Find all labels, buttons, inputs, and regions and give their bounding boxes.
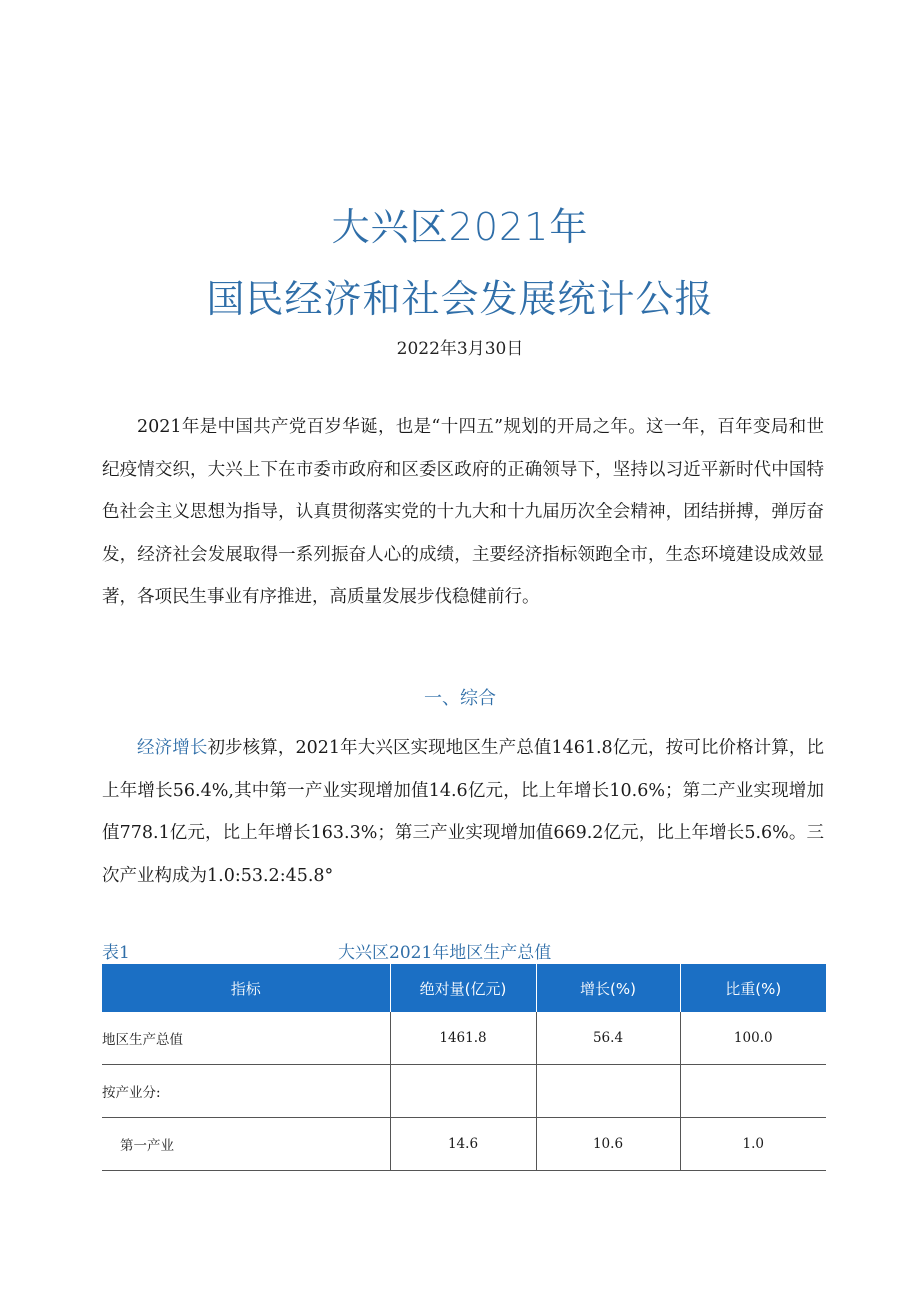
- table-row: [102, 1065, 826, 1118]
- report-title-line1: 大兴区2021年: [331, 205, 589, 249]
- table-number: 表1: [102, 943, 130, 963]
- row-label: 地区生产总值: [102, 1012, 390, 1065]
- report-title-line2: 国民经济和社会发展统计公报: [206, 277, 714, 321]
- growth-text: 初步核算，2021年大兴区实现地区生产总值1461.8亿元，按可比价格计算，比上年增长56.4%,其中第一产业实现增加值14.6亿元，比上年增长10.6%；第二产业实现增加值778.1亿元，比上年增长163.3%；第三产业实现增加值669.2亿元，比上年增长5.6%。三次产业构成为1.0:53.2:45.8°: [102, 738, 824, 886]
- growth-paragraph: [102, 727, 824, 897]
- intro-paragraph: 2021年是中国共产党百岁华诞，也是“十四五”规划的开局之年。这一年，百年变局和世纪疫情交织，大兴上下在市委市政府和区委区政府的正确领导下，坚持以习近平新时代中国特色社会主义思想为指导，认真贯彻落实党的十九大和十九届历次全会精神，团结拼搏，弹厉奋发，经济社会发展取得一系列振奋人心的成绩，主要经济指标领跑全市，生态环境建设成效显著，各项民生事业有序推进，高质量发展步伐稳健前行。: [102, 417, 824, 607]
- header-absolute: 绝对量(亿元): [390, 964, 536, 1012]
- row-growth: 56.4: [536, 1012, 680, 1065]
- row-absolute: [390, 1065, 536, 1118]
- section-heading-overview: 一、综合: [424, 688, 496, 709]
- row-share: [680, 1065, 826, 1118]
- report-date: 2022年3月30日: [396, 339, 524, 359]
- row-share: 100.0: [680, 1012, 826, 1065]
- row-growth: [536, 1065, 680, 1118]
- table-row: [102, 1012, 826, 1065]
- table-row: [102, 1118, 826, 1171]
- header-growth: 增长(%): [536, 964, 680, 1012]
- row-label: 按产业分:: [102, 1065, 390, 1118]
- growth-lead-term: 经济增长: [137, 738, 208, 758]
- row-absolute: 1461.8: [390, 1012, 536, 1065]
- row-share: 1.0: [680, 1118, 826, 1171]
- table-title: 大兴区2021年地区生产总值: [338, 943, 552, 963]
- header-share: 比重(%): [680, 964, 826, 1012]
- table-header-row: [102, 964, 826, 1012]
- row-absolute: 14.6: [390, 1118, 536, 1171]
- row-label: 第一产业: [102, 1118, 390, 1171]
- row-growth: 10.6: [536, 1118, 680, 1171]
- header-indicator: 指标: [102, 964, 390, 1012]
- gdp-table: [102, 964, 826, 1171]
